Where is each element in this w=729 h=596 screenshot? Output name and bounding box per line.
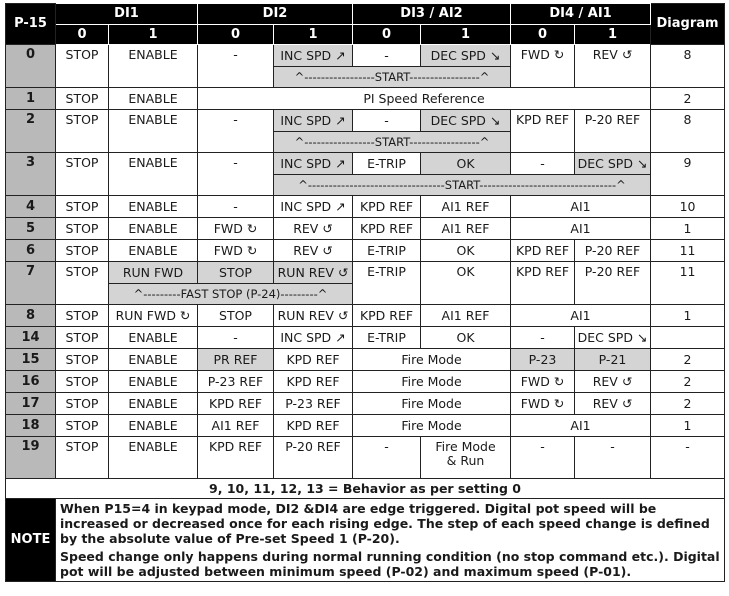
- diagram-cell: 8: [651, 45, 725, 88]
- row-param: 4: [6, 196, 56, 218]
- cell: INC SPD ↗: [274, 110, 353, 132]
- cell: INC SPD ↗: [274, 327, 353, 349]
- cell: STOP: [56, 393, 109, 415]
- cell: STOP: [56, 349, 109, 371]
- diagram-cell: 10: [651, 196, 725, 218]
- cell: AI1 REF: [421, 218, 511, 240]
- table-row: [6, 262, 725, 284]
- cell: ENABLE: [109, 153, 198, 196]
- cell: -: [198, 45, 274, 88]
- table-row: [6, 88, 725, 110]
- diagram-cell: 1: [651, 305, 725, 327]
- cell: ENABLE: [109, 218, 198, 240]
- cell: KPD REF: [511, 110, 575, 153]
- cell: KPD REF: [353, 305, 421, 327]
- note-paragraph: Speed change only happens during normal running condition (no stop command etc.). Digital pot will be adjusted between minimum speed (P-02) and maximum speed (P-01).: [60, 549, 720, 579]
- cell: REV ↺: [274, 218, 353, 240]
- cell: STOP: [56, 88, 109, 110]
- cell: STOP: [56, 437, 109, 479]
- cell: FWD ↻: [198, 218, 274, 240]
- table-row: [6, 110, 725, 132]
- cell: Fire Mode: [353, 371, 511, 393]
- row-param: 6: [6, 240, 56, 262]
- diagram-cell: 8: [651, 110, 725, 153]
- table-row: [6, 240, 725, 262]
- cell: KPD REF: [511, 240, 575, 262]
- cell: E-TRIP: [353, 153, 421, 175]
- diagram-cell: 1: [651, 415, 725, 437]
- cell: STOP: [56, 327, 109, 349]
- table-row: [6, 371, 725, 393]
- diagram-cell: 2: [651, 88, 725, 110]
- cell: KPD REF: [198, 393, 274, 415]
- pi-speed-span: PI Speed Reference: [198, 88, 651, 110]
- cell: P-23 REF: [198, 371, 274, 393]
- note-text: [56, 499, 725, 582]
- cell: REV ↺: [575, 371, 651, 393]
- cell: STOP: [56, 196, 109, 218]
- note-label: NOTE: [6, 499, 56, 582]
- table-row: [6, 45, 725, 67]
- row-param: 8: [6, 305, 56, 327]
- row-param: 16: [6, 371, 56, 393]
- cell: P-20 REF: [575, 240, 651, 262]
- cell: FWD ↻: [511, 45, 575, 88]
- cell: ENABLE: [109, 371, 198, 393]
- cell: P-23 REF: [274, 393, 353, 415]
- diagram-cell: -: [651, 437, 725, 479]
- cell: STOP: [56, 45, 109, 88]
- cell: REV ↺: [575, 393, 651, 415]
- diagram-cell: 1: [651, 218, 725, 240]
- start-span: ^---------------------------------START---------------------------------^: [274, 175, 651, 196]
- cell: STOP: [56, 153, 109, 196]
- table-row: [6, 196, 725, 218]
- cell: -: [198, 327, 274, 349]
- row-param: 17: [6, 393, 56, 415]
- row-param: 0: [6, 45, 56, 88]
- cell: FWD ↻: [198, 240, 274, 262]
- cell: P-23: [511, 349, 575, 371]
- cell: AI1: [511, 415, 651, 437]
- cell: ENABLE: [109, 45, 198, 88]
- cell: OK: [421, 262, 511, 305]
- table-row: [6, 415, 725, 437]
- cell: -: [511, 153, 575, 175]
- note-paragraph: When P15=4 in keypad mode, DI2 &DI4 are edge triggered. Digital pot speed will be increased or decreased once for each rising edge. The step of each speed change is defined by the absolute value of Pre-set Speed 1 (P-20).: [60, 501, 710, 546]
- cell: OK: [421, 327, 511, 349]
- table-row: [6, 218, 725, 240]
- fast-stop-span: ^---------FAST STOP (P-24)---------^: [109, 284, 353, 305]
- cell: E-TRIP: [353, 240, 421, 262]
- row-param: 1: [6, 88, 56, 110]
- cell: KPD REF: [198, 437, 274, 479]
- row-param: 19: [6, 437, 56, 479]
- cell: AI1 REF: [421, 305, 511, 327]
- param-header: P-15: [6, 4, 56, 45]
- cell: REV ↺: [575, 45, 651, 88]
- diagram-cell: 9: [651, 153, 725, 196]
- cell: FWD ↻: [511, 371, 575, 393]
- cell: AI1 REF: [198, 415, 274, 437]
- diagram-cell: 2: [651, 393, 725, 415]
- cell-line: Fire Mode: [435, 439, 496, 454]
- table-row: [6, 349, 725, 371]
- cell: REV ↺: [274, 240, 353, 262]
- cell: E-TRIP: [353, 262, 421, 305]
- table-row: [6, 437, 725, 479]
- cell: FWD ↻: [511, 393, 575, 415]
- cell: ENABLE: [109, 437, 198, 479]
- cell: Fire Mode: [353, 415, 511, 437]
- cell: ENABLE: [109, 393, 198, 415]
- cell-line: & Run: [446, 453, 485, 468]
- cell: STOP: [56, 110, 109, 153]
- cell: -: [511, 327, 575, 349]
- diagram-cell: [651, 327, 725, 349]
- cell: P-20 REF: [575, 262, 651, 305]
- cell: ENABLE: [109, 349, 198, 371]
- diagram-cell: 2: [651, 371, 725, 393]
- cell: DEC SPD ↘: [421, 45, 511, 67]
- cell: STOP: [56, 240, 109, 262]
- diagram-cell: 11: [651, 262, 725, 305]
- table-row: [6, 305, 725, 327]
- cell: -: [198, 110, 274, 153]
- state-header: 0: [353, 25, 421, 45]
- cell: KPD REF: [353, 218, 421, 240]
- cell: RUN FWD ↻: [109, 305, 198, 327]
- cell: P-20 REF: [575, 110, 651, 153]
- cell: DEC SPD ↘: [421, 110, 511, 132]
- di4-ai1-header: DI4 / AI1: [511, 4, 651, 25]
- cell: ENABLE: [109, 110, 198, 153]
- cell: ENABLE: [109, 88, 198, 110]
- cell: KPD REF: [274, 415, 353, 437]
- cell: KPD REF: [274, 349, 353, 371]
- cell: OK: [421, 153, 511, 175]
- cell: E-TRIP: [353, 327, 421, 349]
- di2-header: DI2: [198, 4, 353, 25]
- cell: STOP: [56, 305, 109, 327]
- cell: AI1 REF: [421, 196, 511, 218]
- cell: INC SPD ↗: [274, 45, 353, 67]
- cell: RUN FWD: [109, 262, 198, 284]
- cell: Fire Mode: [353, 393, 511, 415]
- state-header: 1: [109, 25, 198, 45]
- cell: OK: [421, 240, 511, 262]
- cell: RUN REV ↺: [274, 305, 353, 327]
- cell: ENABLE: [109, 240, 198, 262]
- cell: KPD REF: [353, 196, 421, 218]
- di3-ai2-header: DI3 / AI2: [353, 4, 511, 25]
- cell: AI1: [511, 305, 651, 327]
- cell: STOP: [56, 371, 109, 393]
- table-row: [6, 327, 725, 349]
- row-param: 15: [6, 349, 56, 371]
- behavior-footer: 9, 10, 11, 12, 13 = Behavior as per setting 0: [6, 479, 725, 499]
- cell: -: [353, 437, 421, 479]
- cell: -: [353, 110, 421, 132]
- row-param: 18: [6, 415, 56, 437]
- cell: ENABLE: [109, 196, 198, 218]
- cell: INC SPD ↗: [274, 196, 353, 218]
- cell: STOP: [198, 262, 274, 284]
- cell: -: [198, 196, 274, 218]
- state-header: 1: [575, 25, 651, 45]
- cell: STOP: [198, 305, 274, 327]
- cell: INC SPD ↗: [274, 153, 353, 175]
- cell: PR REF: [198, 349, 274, 371]
- state-header: 1: [274, 25, 353, 45]
- row-param: 2: [6, 110, 56, 153]
- table-row: [6, 393, 725, 415]
- row-param: 7: [6, 262, 56, 305]
- cell: DEC SPD ↘: [575, 153, 651, 175]
- cell: -: [353, 45, 421, 67]
- cell: KPD REF: [511, 262, 575, 305]
- cell: -: [198, 153, 274, 196]
- cell: STOP: [56, 218, 109, 240]
- diagram-header: Diagram: [651, 4, 725, 45]
- state-header: 0: [56, 25, 109, 45]
- cell: -: [511, 437, 575, 479]
- cell: -: [575, 437, 651, 479]
- diagram-cell: 11: [651, 240, 725, 262]
- cell: STOP: [56, 262, 109, 305]
- table-row: [6, 153, 725, 175]
- cell: AI1: [511, 218, 651, 240]
- cell: STOP: [56, 415, 109, 437]
- cell: KPD REF: [274, 371, 353, 393]
- diagram-cell: 2: [651, 349, 725, 371]
- row-param: 14: [6, 327, 56, 349]
- state-header: 0: [511, 25, 575, 45]
- di1-header: DI1: [56, 4, 198, 25]
- fire-mode-run-cell: [421, 437, 511, 479]
- p15-settings-table: [5, 3, 725, 582]
- cell: P-20 REF: [274, 437, 353, 479]
- cell: RUN REV ↺: [274, 262, 353, 284]
- cell: ENABLE: [109, 415, 198, 437]
- state-header: 0: [198, 25, 274, 45]
- cell: Fire Mode: [353, 349, 511, 371]
- start-span: ^-----------------START-----------------^: [274, 67, 511, 88]
- row-param: 5: [6, 218, 56, 240]
- row-param: 3: [6, 153, 56, 196]
- cell: DEC SPD ↘: [575, 327, 651, 349]
- cell: ENABLE: [109, 327, 198, 349]
- cell: AI1: [511, 196, 651, 218]
- state-header: 1: [421, 25, 511, 45]
- start-span: ^-----------------START-----------------^: [274, 132, 511, 153]
- cell: P-21: [575, 349, 651, 371]
